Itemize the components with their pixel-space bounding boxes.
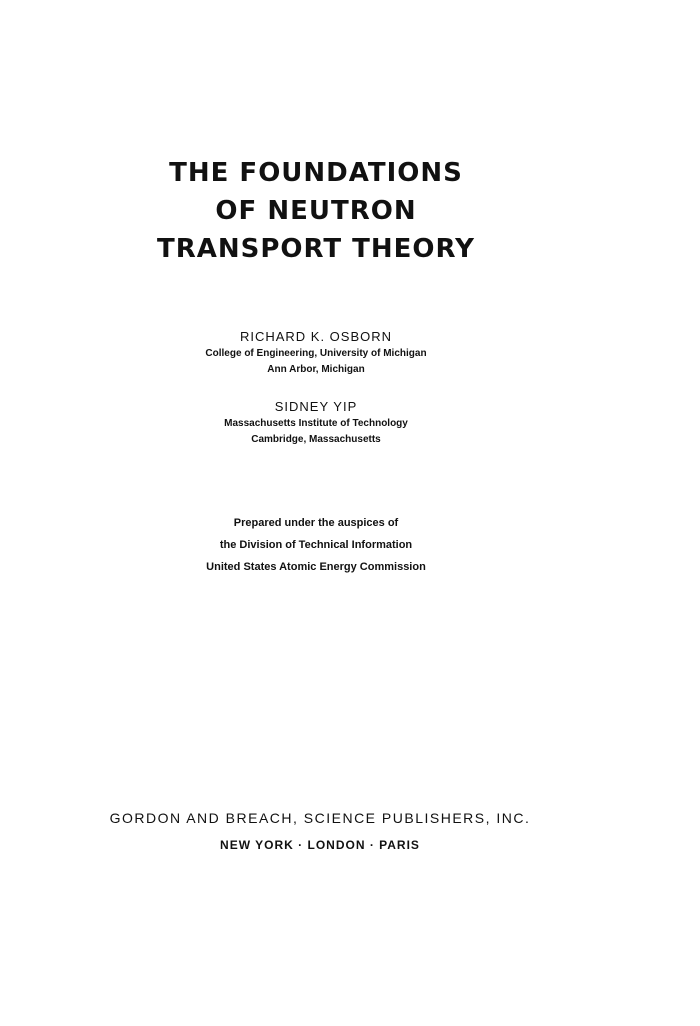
publisher-cities: NEW YORK · LONDON · PARIS <box>220 838 420 852</box>
author-name: SIDNEY YIP <box>274 399 358 414</box>
title-line-2: OF NEUTRON <box>215 196 417 226</box>
author-location: Ann Arbor, Michigan <box>267 364 365 375</box>
author-affiliation: College of Engineering, University of Michigan <box>205 348 427 359</box>
publisher-block <box>0 808 640 854</box>
auspices-line-2: the Division of Technical Information <box>219 539 413 551</box>
author-location: Cambridge, Massachusetts <box>251 434 381 445</box>
book-title <box>0 154 632 268</box>
title-line-1: THE FOUNDATIONS <box>169 158 463 188</box>
auspices-note <box>0 512 632 578</box>
author-affiliation: Massachusetts Institute of Technology <box>224 418 408 429</box>
auspices-line-1: Prepared under the auspices of <box>233 517 399 529</box>
author-block-1 <box>0 328 632 378</box>
title-line-3: TRANSPORT THEORY <box>157 234 475 264</box>
publisher-name: GORDON AND BREACH, SCIENCE PUBLISHERS, INC. <box>109 810 531 826</box>
author-name: RICHARD K. OSBORN <box>239 329 393 344</box>
auspices-line-3: United States Atomic Energy Commission <box>206 561 426 573</box>
author-block-2 <box>0 398 632 448</box>
